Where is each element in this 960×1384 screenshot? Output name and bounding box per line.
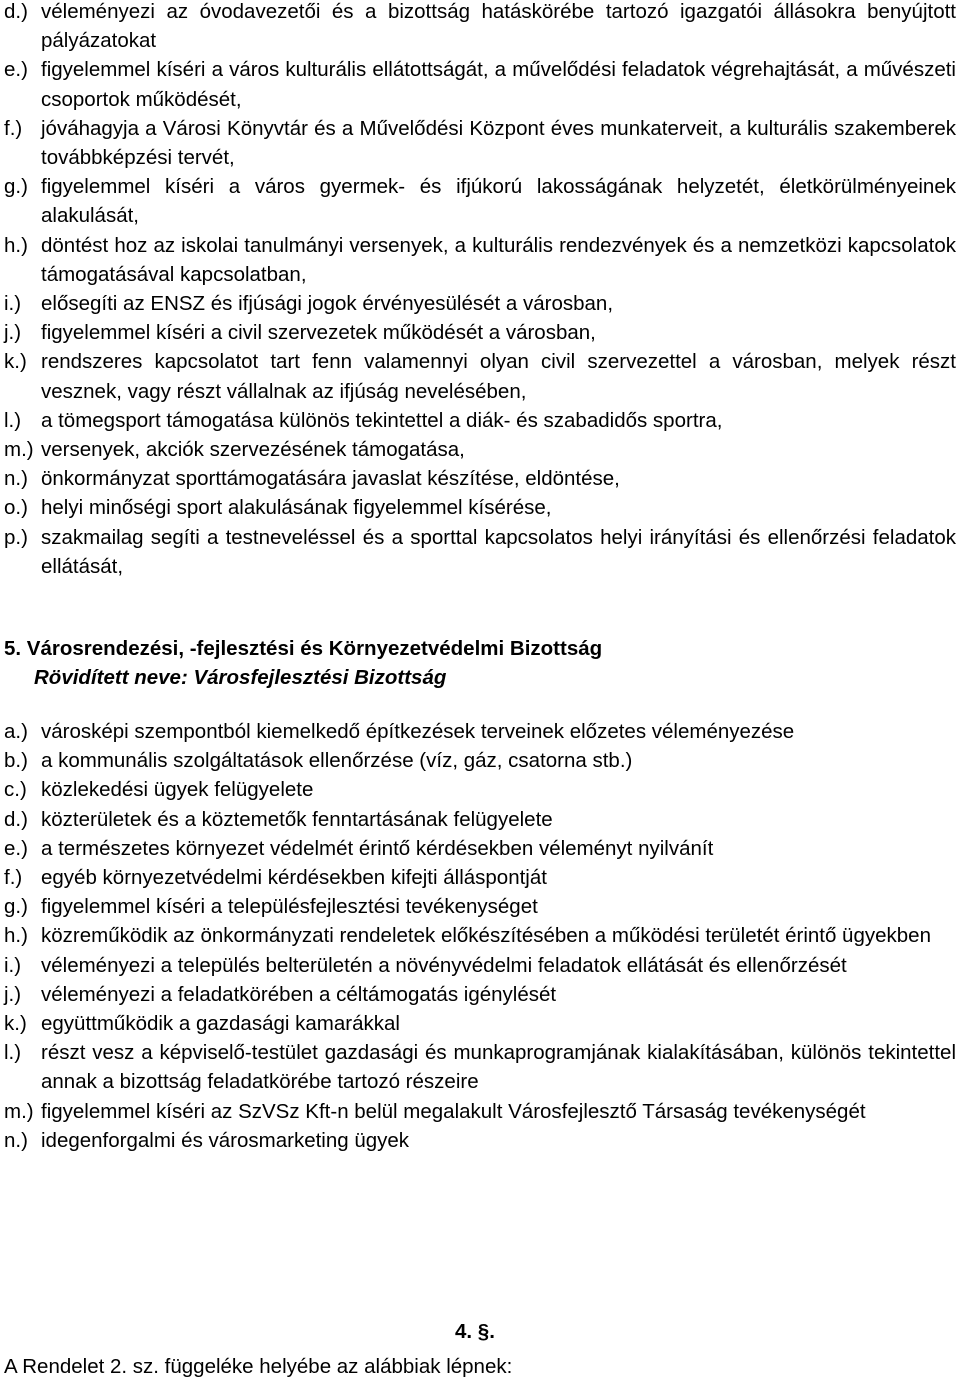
list-item <box>4 435 956 464</box>
list-item <box>4 172 956 230</box>
item-marker: o.) <box>4 496 28 520</box>
item-text: véleményezi az óvodavezetői és a bizottság hatáskörébe tartozó igazgatói állásokra benyújtott pályázatokat <box>41 0 956 53</box>
item-marker: j.) <box>4 321 22 345</box>
item-marker: e.) <box>4 58 28 82</box>
item-text: véleményezi a feladatkörében a céltámogatás igénylését <box>41 982 557 1006</box>
list-item <box>4 289 956 318</box>
list-item <box>4 805 956 834</box>
item-marker: m.) <box>4 1099 34 1123</box>
item-text: helyi minőségi sport alakulásának figyelemmel kísérése, <box>41 496 552 520</box>
list-item <box>4 1126 956 1155</box>
item-marker: d.) <box>4 807 28 831</box>
item-marker: b.) <box>4 749 28 773</box>
list-item <box>4 347 956 405</box>
item-text: figyelemmel kíséri a város gyermek- és ifjúkorú lakosságának helyzetét, életkörülményeinek alakulását, <box>41 175 956 228</box>
item-marker: p.) <box>4 525 28 549</box>
item-marker: k.) <box>4 350 27 374</box>
list-item <box>4 114 956 172</box>
item-text: véleményezi a település belterületén a növényvédelmi feladatok ellátását és ellenőrzését <box>41 953 847 977</box>
item-text: elősegíti az ENSZ és ifjúsági jogok érvényesülését a városban, <box>41 292 614 316</box>
list-item <box>4 55 956 113</box>
item-marker: f.) <box>4 116 23 140</box>
item-text: részt vesz a képviselő-testület gazdasági és munkaprogramjának kialakításában, különös tekintettel annak a bizottság feladatkörébe tartozó részeire <box>41 1041 956 1094</box>
item-marker: m.) <box>4 438 34 462</box>
list-item <box>4 523 956 581</box>
list-item <box>4 980 956 1009</box>
item-text: önkormányzat sporttámogatására javaslat készítése, eldöntése, <box>41 467 620 491</box>
list-item <box>4 464 956 493</box>
section-heading: 5. Városrendezési, -fejlesztési és Környezetvédelmi Bizottság <box>4 637 603 660</box>
item-text: a tömegsport támogatása különös tekintettel a diák- és szabadidős sportra, <box>41 408 723 432</box>
list-item <box>4 951 956 980</box>
section-number: 4. §. <box>455 1320 495 1343</box>
list-item <box>4 775 956 804</box>
item-text: városképi szempontból kiemelkedő építkezések terveinek előzetes véleményezése <box>41 720 795 743</box>
item-text: figyelemmel kíséri a civil szervezetek működését a városban, <box>41 321 596 345</box>
list-item <box>4 1097 956 1126</box>
item-text: a természetes környezet védelmét érintő kérdésekben véleményt nyilvánít <box>41 836 714 860</box>
item-text: közterületek és a köztemetők fenntartásának felügyelete <box>41 807 553 831</box>
item-marker: i.) <box>4 292 22 316</box>
item-text: figyelemmel kíséri a város kulturális ellátottságát, a művelődési feladatok végrehajtását, a művészeti csoportok működését, <box>41 58 956 111</box>
list-item <box>4 834 956 863</box>
item-marker: h.) <box>4 233 28 257</box>
item-marker: i.) <box>4 953 22 977</box>
item-text: rendszeres kapcsolatot tart fenn valamennyi olyan civil szervezettel a városban, melyek részt vesznek, vagy részt vállalnak az ifjúság nevelésében, <box>41 350 956 403</box>
item-marker: e.) <box>4 836 28 860</box>
item-marker: d.) <box>4 0 28 23</box>
list-item <box>4 1038 956 1096</box>
item-text: döntést hoz az iskolai tanulmányi versenyek, a kulturális rendezvények és a nemzetközi kapcsolatok támogatásával kapcsolatban, <box>41 233 956 286</box>
item-marker: a.) <box>4 720 28 743</box>
item-text: közlekedési ügyek felügyelete <box>41 778 314 802</box>
item-text: közreműködik az önkormányzati rendeletek előkészítésében a működési területét érintő ügyekben <box>41 924 931 948</box>
list-item <box>4 863 956 892</box>
footer-text: A Rendelet 2. sz. függeléke helyébe az alábbiak lépnek: <box>4 1355 513 1378</box>
item-text: idegenforgalmi és városmarketing ügyek <box>41 1128 410 1152</box>
duties-list-1 <box>4 0 956 581</box>
item-text: jóváhagyja a Városi Könyvtár és a Művelődési Központ éves munkaterveit, a kulturális szakemberek továbbképzési tervét, <box>41 116 956 170</box>
list-item <box>4 231 956 289</box>
item-text: figyelemmel kíséri az SzVSz Kft-n belül megalakult Városfejlesztő Társaság tevékenységét <box>41 1099 866 1123</box>
item-marker: c.) <box>4 778 27 802</box>
item-marker: k.) <box>4 1012 27 1036</box>
item-text: egyéb környezetvédelmi kérdésekben kifejti álláspontját <box>41 866 547 890</box>
list-item <box>4 493 956 522</box>
item-text: versenyek, akciók szervezésének támogatása, <box>41 438 465 462</box>
item-marker: l.) <box>4 1041 22 1065</box>
item-marker: g.) <box>4 895 28 919</box>
list-item <box>4 717 956 746</box>
item-text: a kommunális szolgáltatások ellenőrzése (víz, gáz, csatorna stb.) <box>41 749 633 773</box>
item-marker: f.) <box>4 866 23 890</box>
list-item <box>4 406 956 435</box>
item-marker: j.) <box>4 982 22 1006</box>
list-item <box>4 1009 956 1038</box>
item-text: figyelemmel kíséri a településfejlesztési tevékenységet <box>41 895 538 919</box>
duties-list-2 <box>4 717 956 1155</box>
item-marker: l.) <box>4 408 22 432</box>
section-short-name: Rövidített neve: Városfejlesztési Bizottság <box>34 666 447 689</box>
item-marker: n.) <box>4 467 28 491</box>
item-marker: n.) <box>4 1128 28 1152</box>
item-marker: g.) <box>4 175 28 199</box>
item-marker: h.) <box>4 924 28 948</box>
list-item <box>4 746 956 775</box>
item-text: szakmailag segíti a testneveléssel és a sporttal kapcsolatos helyi irányítási és ellenőrzési feladatok ellátását, <box>41 525 956 578</box>
list-item <box>4 921 956 950</box>
list-item <box>4 318 956 347</box>
list-item <box>4 0 956 55</box>
list-item <box>4 892 956 921</box>
item-text: együttműködik a gazdasági kamarákkal <box>41 1012 400 1036</box>
